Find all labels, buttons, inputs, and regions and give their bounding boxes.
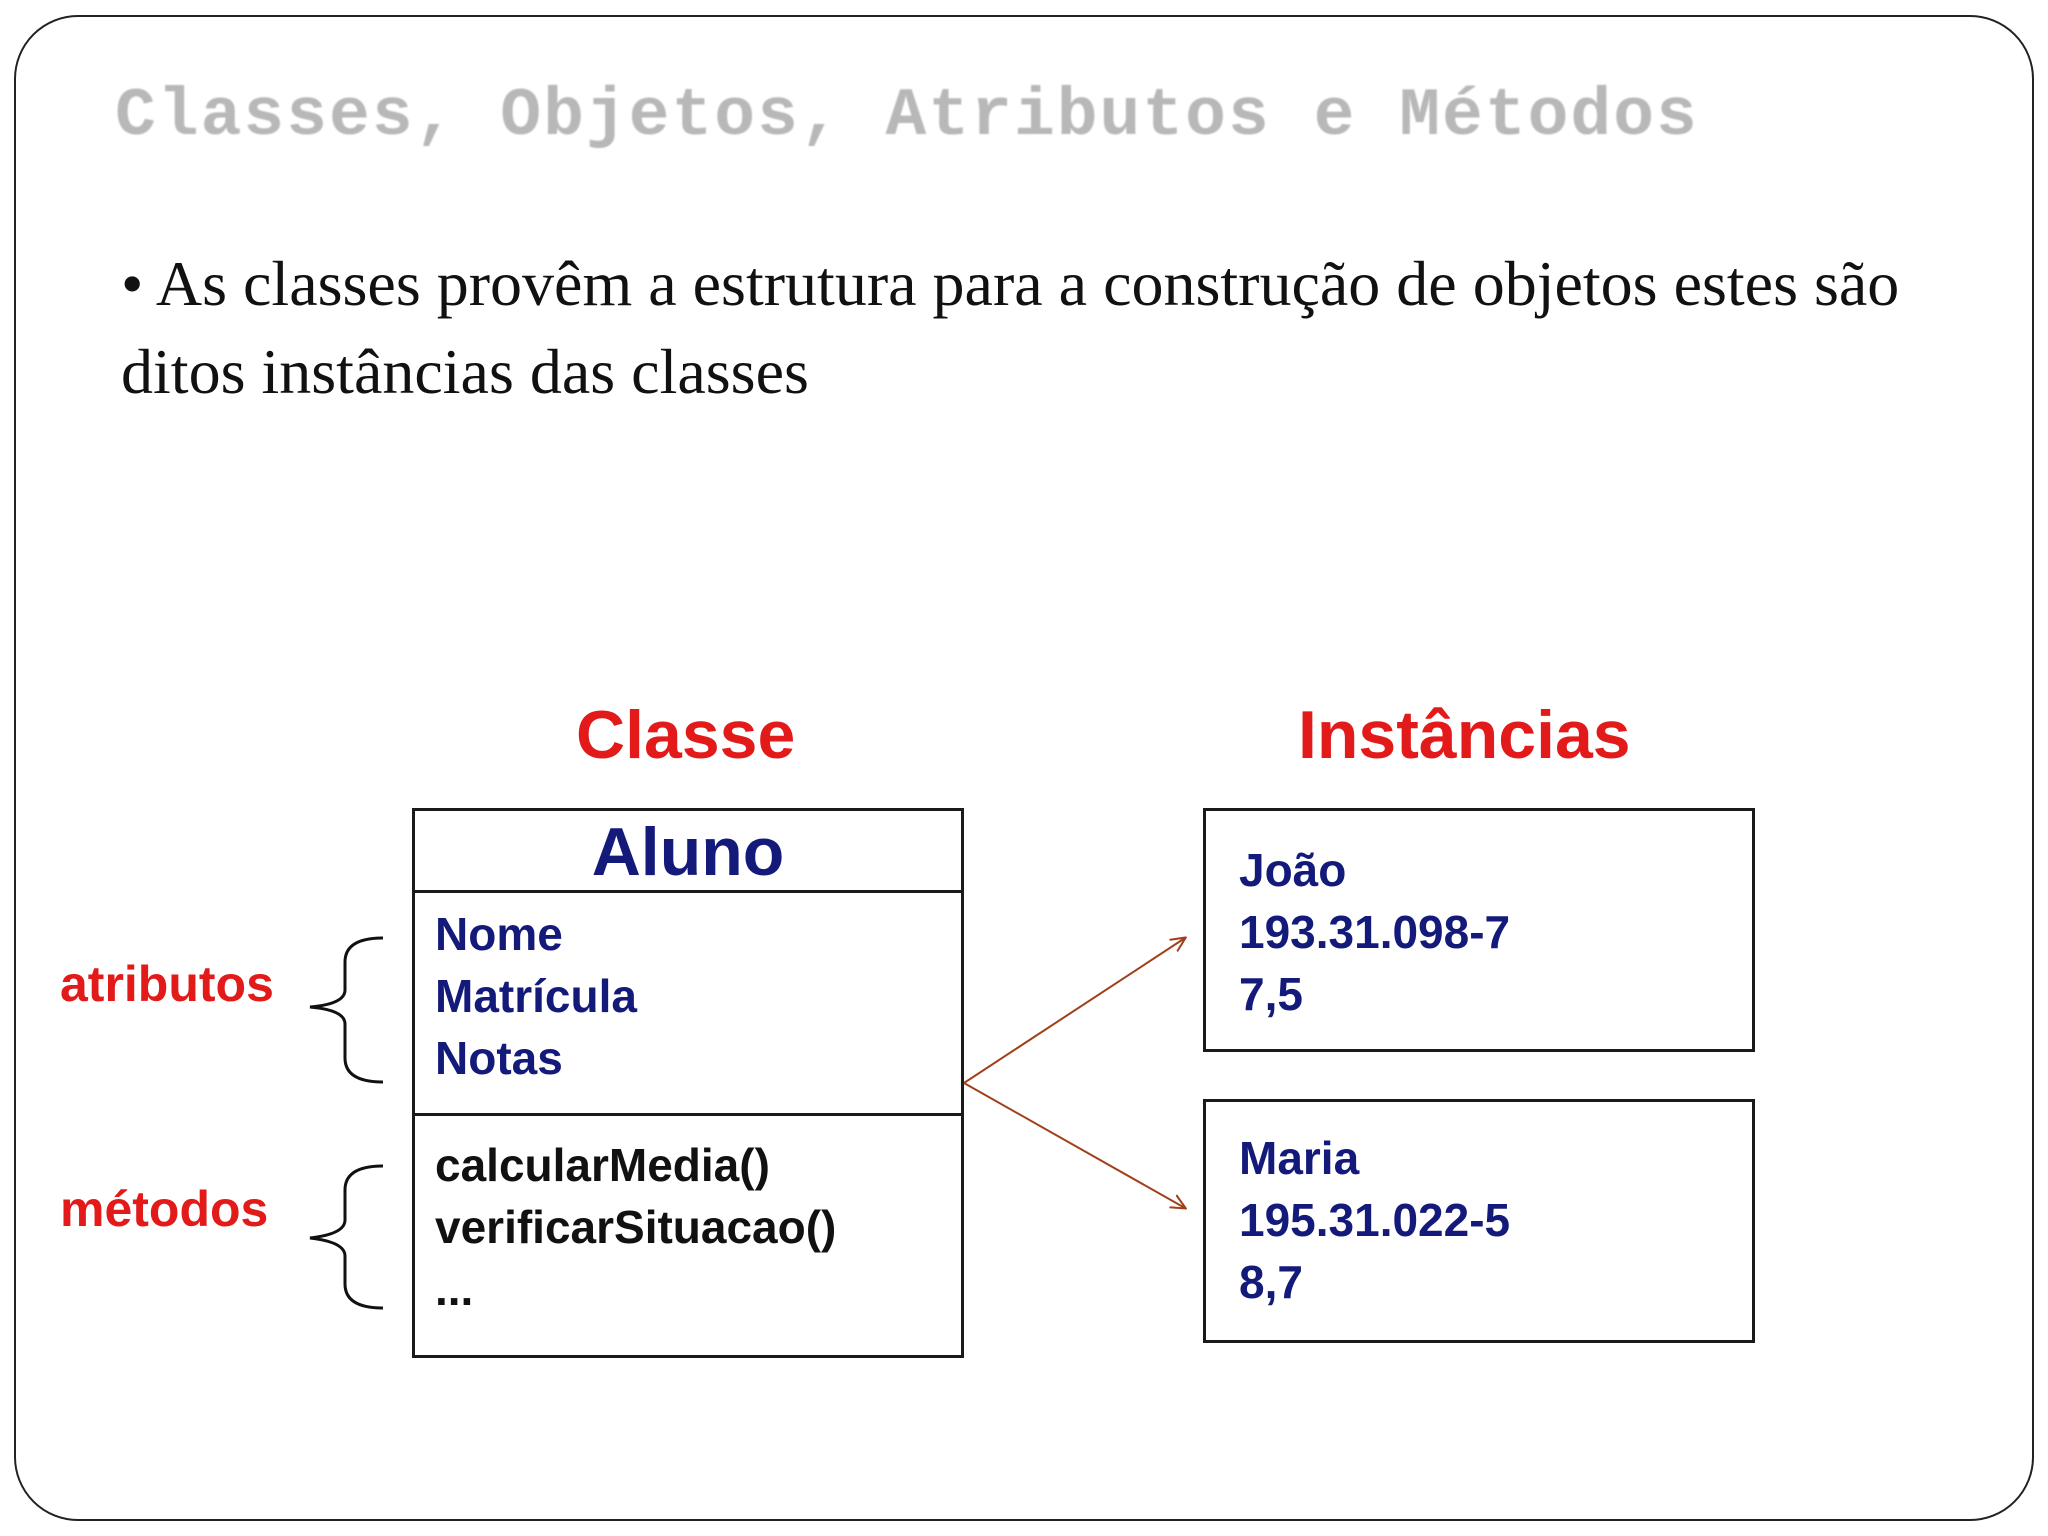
attributes-brace xyxy=(310,938,383,1082)
instance-matricula: 195.31.022-5 xyxy=(1239,1194,1511,1246)
instance-name: João xyxy=(1239,844,1347,896)
methods-brace xyxy=(310,1166,383,1308)
class-name: Aluno xyxy=(415,811,961,893)
attributes-label: atributos xyxy=(60,956,274,1012)
attribute-item: Matrícula xyxy=(435,970,637,1022)
bullet-text: As classes provêm a estrutura para a construção de objetos estes são ditos instâncias das classes xyxy=(121,248,1900,407)
slide-title: Classes, Objetos, Atributos e Métodos xyxy=(115,78,1699,155)
method-item: calcularMedia() xyxy=(435,1139,770,1191)
class-heading: Classe xyxy=(576,697,796,773)
attribute-item: Notas xyxy=(435,1032,563,1084)
methods-label: métodos xyxy=(60,1181,269,1237)
method-item: ... xyxy=(435,1263,474,1315)
instance-matricula: 193.31.098-7 xyxy=(1239,906,1511,958)
instances-heading: Instâncias xyxy=(1298,697,1631,773)
method-item: verificarSituacao() xyxy=(435,1201,837,1253)
arrow-to-maria xyxy=(964,1083,1185,1208)
attribute-item: Nome xyxy=(435,908,563,960)
instance-nota: 7,5 xyxy=(1239,968,1303,1020)
instance-name: Maria xyxy=(1239,1132,1360,1184)
arrow-to-joao xyxy=(964,938,1185,1083)
bullet-marker: • xyxy=(121,248,144,319)
instance-nota: 8,7 xyxy=(1239,1256,1303,1308)
